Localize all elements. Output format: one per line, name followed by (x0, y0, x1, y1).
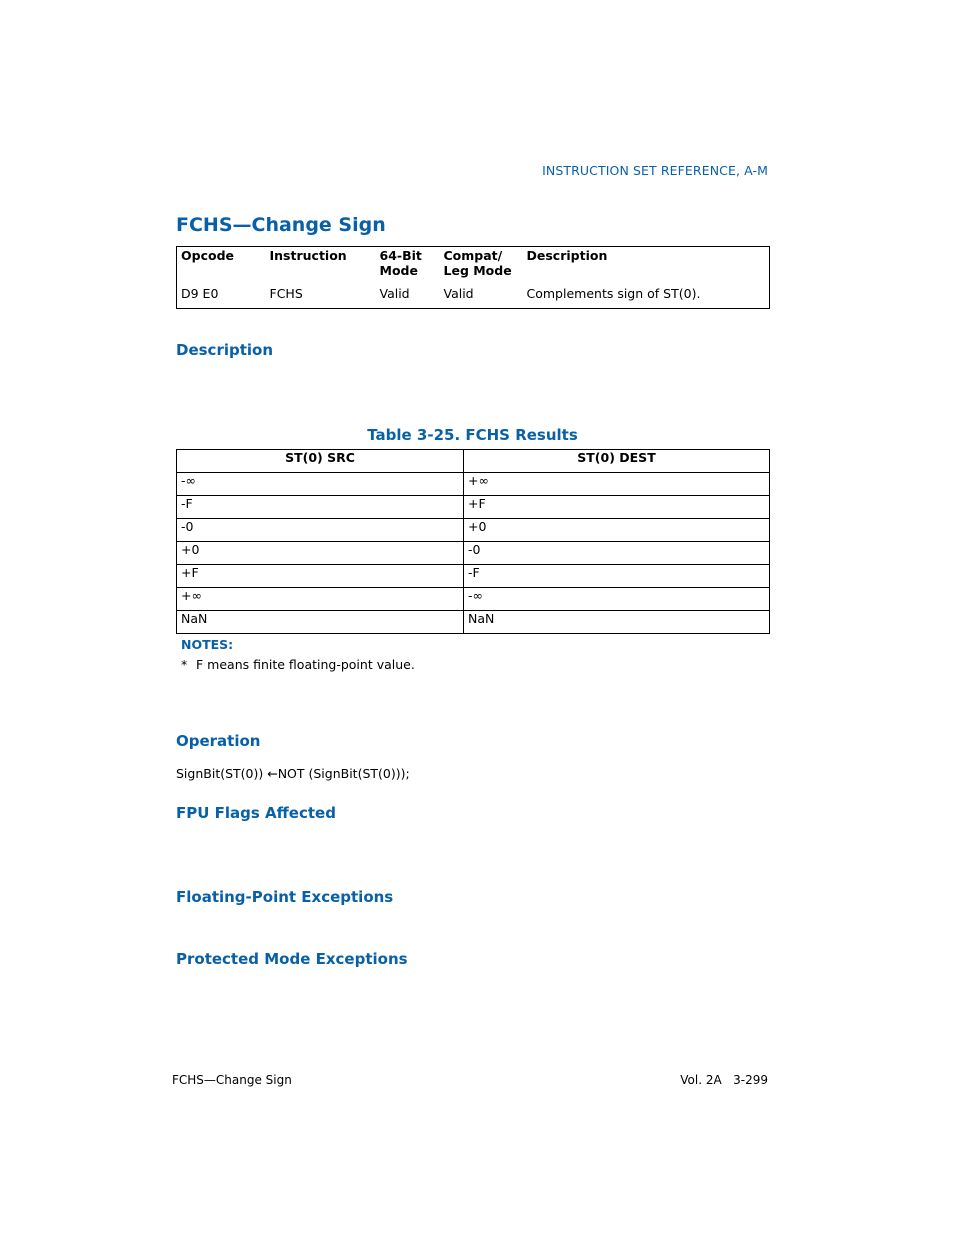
results-table-header-row (177, 450, 770, 473)
section-heading-protected-mode: Protected Mode Exceptions (176, 950, 408, 968)
dest-cell: +0 (464, 519, 770, 542)
opcode-header-opcode: Opcode (181, 248, 234, 263)
results-table (176, 449, 770, 634)
src-cell: -0 (177, 519, 464, 542)
dest-cell: -0 (464, 542, 770, 565)
src-cell: +∞ (177, 588, 464, 611)
opcode-table-header-row (177, 247, 770, 285)
opcode-header-instruction: Instruction (269, 248, 347, 263)
src-cell: +F (177, 565, 464, 588)
table-row (177, 588, 770, 611)
page-title: FCHS—Change Sign (176, 214, 386, 236)
section-heading-operation: Operation (176, 732, 261, 750)
instruction-cell: FCHS (269, 286, 303, 301)
operation-code: SignBit(ST(0)) ←NOT (SignBit(ST(0))); (176, 766, 410, 781)
results-table-caption: Table 3-25. FCHS Results (367, 426, 578, 444)
table-row (177, 611, 770, 634)
section-heading-fp-exceptions: Floating-Point Exceptions (176, 888, 394, 906)
src-cell: -F (177, 496, 464, 519)
dest-cell: +F (464, 496, 770, 519)
opcode-header-compat-leg-mode: Compat/ Leg Mode (443, 248, 512, 278)
running-header: INSTRUCTION SET REFERENCE, A-M (542, 163, 768, 178)
section-heading-description: Description (176, 341, 274, 359)
opcode-cell: D9 E0 (181, 286, 219, 301)
src-cell: +0 (177, 542, 464, 565)
64bit-mode-cell: Valid (379, 286, 410, 301)
opcode-header-description: Description (526, 248, 608, 263)
src-cell: -∞ (177, 473, 464, 496)
table-row (177, 542, 770, 565)
dest-cell: -∞ (464, 588, 770, 611)
note-marker: * (181, 657, 188, 672)
description-cell: Complements sign of ST(0). (526, 286, 701, 301)
footer-left: FCHS—Change Sign (172, 1073, 292, 1087)
compat-leg-mode-cell: Valid (443, 286, 474, 301)
results-header-dest: ST(0) DEST (464, 450, 770, 473)
table-row (177, 565, 770, 588)
section-heading-fpu-flags: FPU Flags Affected (176, 804, 336, 822)
dest-cell: +∞ (464, 473, 770, 496)
table-row (177, 284, 770, 309)
dest-cell: -F (464, 565, 770, 588)
notes-label: NOTES: (181, 637, 234, 652)
dest-cell: NaN (464, 611, 770, 634)
note-item (181, 657, 415, 672)
src-cell: NaN (177, 611, 464, 634)
table-row (177, 496, 770, 519)
opcode-table (176, 246, 770, 309)
footer-right: Vol. 2A 3-299 (680, 1073, 768, 1087)
table-row (177, 473, 770, 496)
note-text: F means finite floating-point value. (196, 657, 415, 672)
table-row (177, 519, 770, 542)
opcode-header-64bit-mode: 64-Bit Mode (379, 248, 422, 278)
results-header-src: ST(0) SRC (177, 450, 464, 473)
